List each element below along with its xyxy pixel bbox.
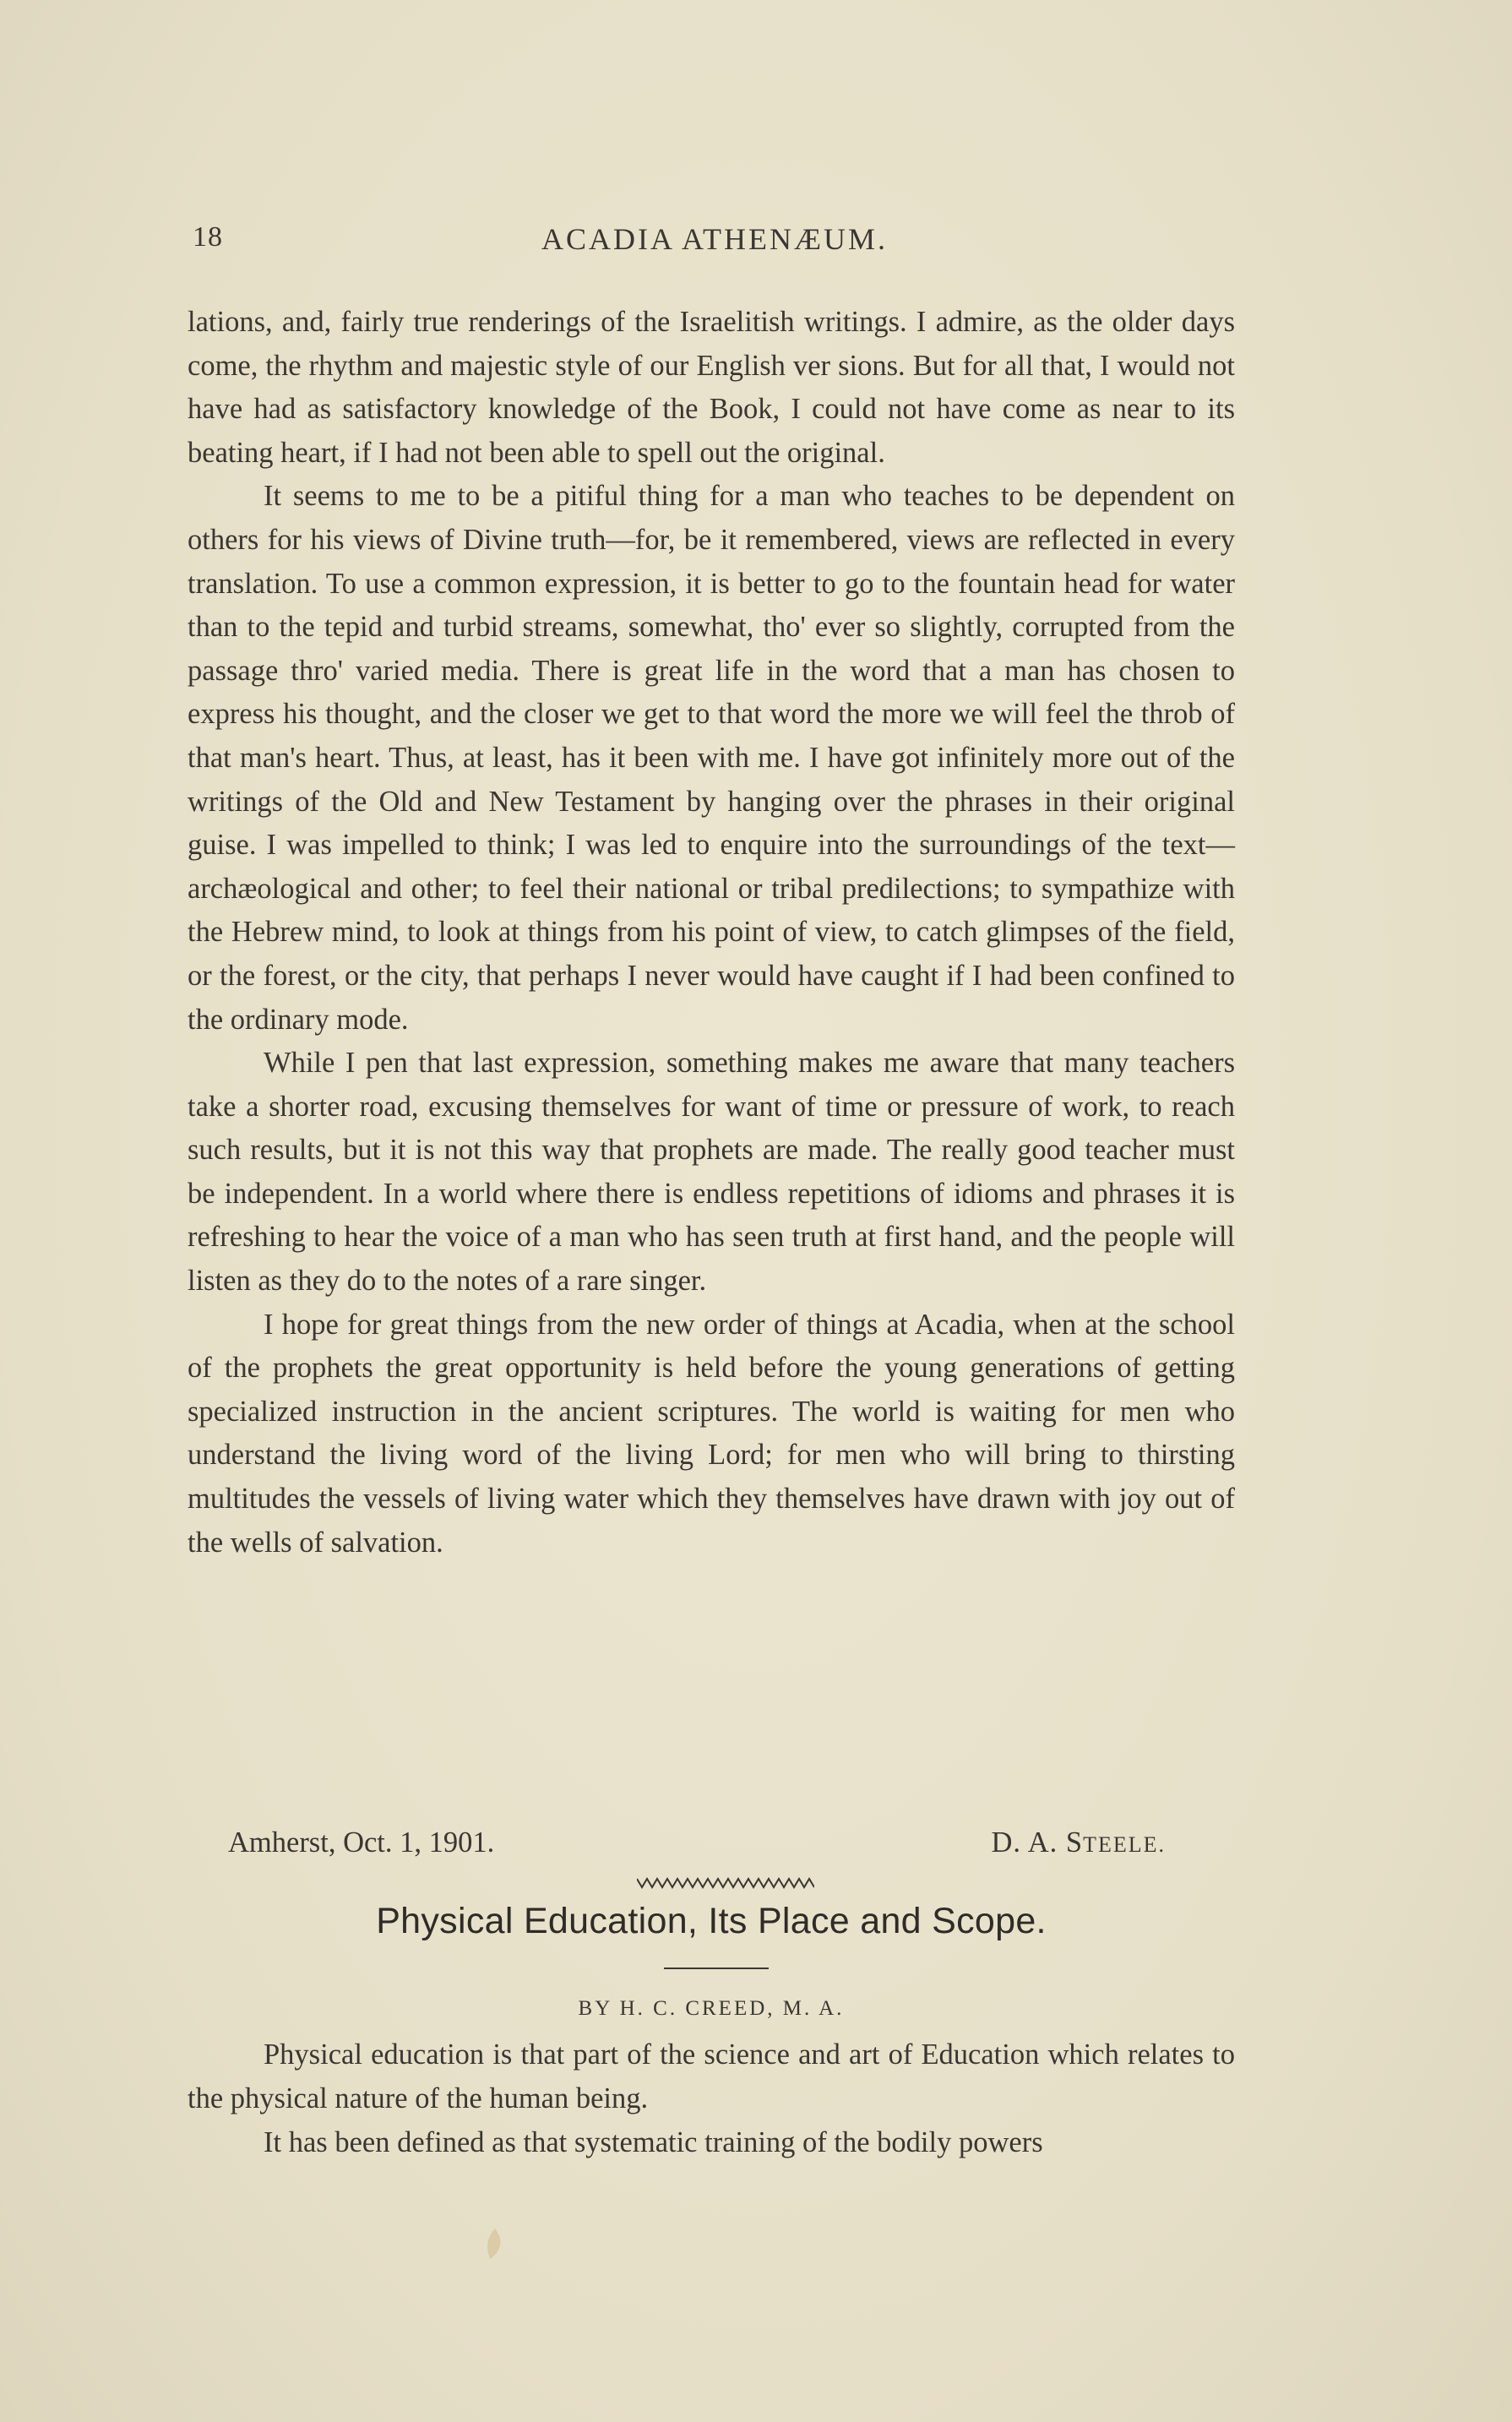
paragraph: While I pen that last expression, something makes me aware that many teachers take a shorter road, excusing themselves for want of time or pressure of work, to reach such results, but it is not this way that prophets are made. The really good teacher must be independent. In a world where there is endless repetitions of idioms and phrases it is refreshing to hear the voice of a man who has seen truth at first hand, and the people will listen as they do to the notes of a rare singer. [188,1047,1235,1298]
article-continuation [188,301,1235,1565]
paragraph: I hope for great things from the new order of things at Acadia, when at the school of the prophets the great opportunity is held before the young generations of getting specialized instruction in the ancient scriptures. The world is waiting for men who understand the living word of the living Lord; for men who will bring to thirsting multitudes the vessels of living water which they themselves have drawn with joy out of the wells of salvation. [188,1308,1235,1559]
title-rule [664,1968,769,1969]
page-number: 18 [193,221,223,253]
byline: BY H. C. CREED, M. A. [578,1997,845,2020]
signature-line [228,1826,1166,1869]
place-date: Amherst, Oct. 1, 1901. [228,1826,495,1859]
paragraph: It has been defined as that systematic training of the bodily powers [264,2126,1043,2158]
article-title: Physical Education, Its Place and Scope. [376,1901,1047,1941]
paragraph: lations, and, fairly true renderings of the Israelitish writings. I admire, as the older days come, the rhythm and majestic style of our English ver sions. But for all that, I would not have had as satisfactory knowledge of the Book, I could not have come as near to its beating heart, if I had not been able to spell out the original. [188,306,1235,469]
article-body [188,2033,1235,2164]
author-surname: TEELE. [1083,1832,1166,1857]
ornamental-divider [637,1877,814,1889]
page-header [193,221,1237,262]
running-title: ACADIA ATHENÆUM. [541,222,889,256]
paragraph: Physical education is that part of the science and art of Education which relates to the physical nature of the human being. [188,2038,1235,2114]
paragraph: It seems to me to be a pitiful thing for a man who teaches to be dependent on others for his views of Divine truth—for, be it remembered, views are reflected in every translation. To use a common expression, it is better to go to the fountain head for water than to the tepid and turbid streams, somewhat, tho' ever so slightly, corrupted from the passage thro' varied media. There is great life in the word that a man has chosen to express his thought, and the closer we get to that word the more we will feel the throb of that man's heart. Thus, at least, has it been with me. I have got infinitely more out of the writings of the Old and New Testament by hanging over the phrases in their original guise. I was impelled to think; I was led to enquire into the surroundings of the text—archæological and other; to feel their national or tribal predilections; to sympathize with the Hebrew mind, to look at things from his point of view, to catch glimpses of the field, or the forest, or the city, that perhaps I never would have caught if I had been confined to the ordinary mode. [188,480,1235,1036]
author-initials: D. A. S [991,1826,1084,1859]
author-signature [991,1826,1166,1859]
paper-stain [483,2227,505,2261]
